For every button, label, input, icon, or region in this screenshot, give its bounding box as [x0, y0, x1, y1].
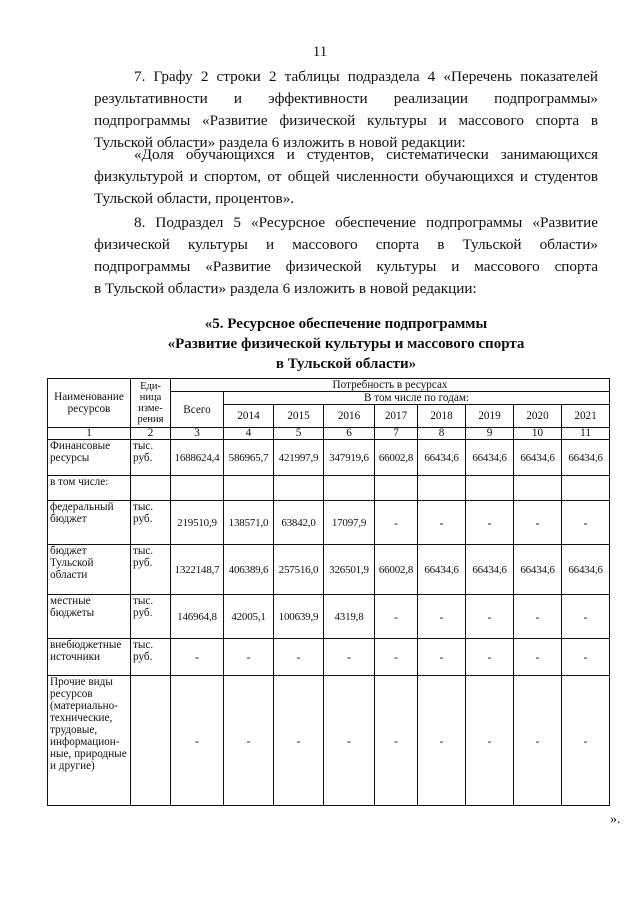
unit-cell	[131, 676, 171, 806]
year-value-cell: -	[514, 676, 562, 806]
table-row	[48, 501, 610, 545]
header-year: 2020	[514, 405, 562, 428]
page-number: 11	[312, 44, 328, 60]
text-line: 8. Подраздел 5 «Ресурсное обеспечение подпрограммы «Развитие	[134, 214, 598, 231]
year-value-cell: 326501,9	[324, 545, 375, 595]
year-value-cell: -	[466, 501, 514, 545]
header-year: 2016	[324, 405, 375, 428]
unit-cell	[131, 476, 171, 501]
year-value-cell: -	[418, 595, 466, 639]
header-year: 2015	[274, 405, 324, 428]
year-value-cell: -	[562, 676, 610, 806]
year-value-cell: 586965,7	[224, 440, 274, 476]
closing-quote: ».	[610, 812, 621, 827]
section-heading	[94, 314, 598, 374]
year-value-cell: -	[375, 676, 418, 806]
year-value-cell: 66434,6	[418, 545, 466, 595]
year-value-cell: 347919,6	[324, 440, 375, 476]
text-line: Тульской области, процентов».	[94, 190, 295, 207]
total-cell	[171, 476, 224, 501]
column-index: 8	[418, 428, 466, 440]
year-value-cell: -	[274, 676, 324, 806]
unit-cell: тыс. руб.	[131, 639, 171, 676]
resource-name-cell: внебюджетные источники	[48, 639, 131, 676]
year-value-cell: -	[466, 595, 514, 639]
year-value-cell: 406389,6	[224, 545, 274, 595]
resource-name-cell: Финансовые ресурсы	[48, 440, 131, 476]
year-value-cell: -	[418, 501, 466, 545]
text-line: в Тульской области» раздела 6 изложить в новой редакции:	[94, 280, 477, 297]
heading-line: «Развитие физической культуры и массового спорта	[167, 336, 525, 352]
year-value-cell: 66434,6	[562, 545, 610, 595]
unit-cell: тыс. руб.	[131, 545, 171, 595]
text-line: физкультурой и спортом, от общей численности обучающихся и студентов	[94, 168, 598, 185]
year-value-cell: -	[514, 501, 562, 545]
resource-name-cell: Прочие виды ресурсов (материально-технические, трудовые, информацион-ные, природные и другие)	[48, 676, 131, 806]
column-index: 11	[562, 428, 610, 440]
paragraph-item-7	[94, 66, 598, 154]
resource-table	[47, 378, 610, 806]
header-total: Всего	[171, 392, 224, 428]
header-year: 2017	[375, 405, 418, 428]
year-value-cell: -	[562, 595, 610, 639]
column-index: 10	[514, 428, 562, 440]
header-by-years: В том числе по годам:	[224, 392, 610, 405]
text-line: результативности и эффективности реализации подпрограммы»	[94, 90, 598, 107]
year-value-cell	[224, 476, 274, 501]
year-value-cell: 66434,6	[514, 545, 562, 595]
resource-name-cell: в том числе:	[48, 476, 131, 501]
year-value-cell: 4319,8	[324, 595, 375, 639]
resource-name-cell: федеральный бюджет	[48, 501, 131, 545]
year-value-cell: -	[418, 676, 466, 806]
table-row	[48, 595, 610, 639]
year-value-cell: -	[324, 676, 375, 806]
heading-line: в Тульской области»	[275, 356, 417, 372]
year-value-cell	[562, 476, 610, 501]
year-value-cell: 66434,6	[466, 440, 514, 476]
year-value-cell: -	[375, 595, 418, 639]
header-year: 2019	[466, 405, 514, 428]
year-value-cell	[324, 476, 375, 501]
header-unit: Еди-ница изме-рения	[131, 379, 171, 428]
paragraph-item-8	[94, 212, 598, 300]
column-index-row	[48, 428, 610, 440]
year-value-cell: 257516,0	[274, 545, 324, 595]
year-value-cell	[418, 476, 466, 501]
column-index: 2	[131, 428, 171, 440]
year-value-cell: 66434,6	[466, 545, 514, 595]
total-cell: -	[171, 676, 224, 806]
column-index: 1	[48, 428, 131, 440]
year-value-cell: 66434,6	[418, 440, 466, 476]
unit-cell: тыс. руб.	[131, 595, 171, 639]
unit-cell: тыс. руб.	[131, 440, 171, 476]
year-value-cell: 63842,0	[274, 501, 324, 545]
column-index: 5	[274, 428, 324, 440]
table-row	[48, 476, 610, 501]
year-value-cell: -	[224, 639, 274, 676]
year-value-cell: -	[562, 501, 610, 545]
text-line: 7. Графу 2 строки 2 таблицы подраздела 4 «Перечень показателей	[134, 68, 598, 85]
table-row	[48, 440, 610, 476]
header-need: Потребность в ресурсах	[171, 379, 610, 392]
total-cell: 1322148,7	[171, 545, 224, 595]
table-row	[48, 639, 610, 676]
unit-cell: тыс. руб.	[131, 501, 171, 545]
resource-name-cell: бюджет Тульской области	[48, 545, 131, 595]
year-value-cell: 100639,9	[274, 595, 324, 639]
text-line: физической культуры и массового спорта в Тульской области»	[94, 236, 598, 253]
column-index: 4	[224, 428, 274, 440]
year-value-cell: -	[418, 639, 466, 676]
header-year: 2021	[562, 405, 610, 428]
text-line: Тульской области» раздела 6 изложить в новой редакции:	[94, 134, 466, 151]
year-value-cell: -	[224, 676, 274, 806]
year-value-cell	[514, 476, 562, 501]
text-line: подпрограммы «Развитие физической культуры и массового спорта в	[94, 112, 598, 129]
total-cell: 146964,8	[171, 595, 224, 639]
year-value-cell: 66002,8	[375, 545, 418, 595]
text-line: подпрограммы «Развитие физической культуры и массового спорта	[94, 258, 598, 275]
total-cell: 219510,9	[171, 501, 224, 545]
year-value-cell: 66434,6	[562, 440, 610, 476]
column-index: 6	[324, 428, 375, 440]
year-value-cell: -	[514, 595, 562, 639]
year-value-cell: -	[466, 639, 514, 676]
text-line: «Доля обучающихся и студентов, систематически занимающихся	[134, 146, 598, 163]
year-value-cell: 138571,0	[224, 501, 274, 545]
header-year: 2018	[418, 405, 466, 428]
year-value-cell: 421997,9	[274, 440, 324, 476]
table-row	[48, 676, 610, 806]
year-value-cell	[466, 476, 514, 501]
quoted-text	[94, 144, 598, 210]
resource-name-cell: местные бюджеты	[48, 595, 131, 639]
year-value-cell	[375, 476, 418, 501]
year-value-cell: -	[274, 639, 324, 676]
year-value-cell: -	[562, 639, 610, 676]
column-index: 7	[375, 428, 418, 440]
year-value-cell: -	[324, 639, 375, 676]
total-cell: -	[171, 639, 224, 676]
header-year: 2014	[224, 405, 274, 428]
year-value-cell: -	[375, 639, 418, 676]
year-value-cell: 17097,9	[324, 501, 375, 545]
header-name: Наименование ресурсов	[48, 379, 131, 428]
column-index: 3	[171, 428, 224, 440]
year-value-cell: 66002,8	[375, 440, 418, 476]
year-value-cell: -	[514, 639, 562, 676]
year-value-cell: -	[375, 501, 418, 545]
heading-line: «5. Ресурсное обеспечение подпрограммы	[204, 316, 488, 332]
year-value-cell: 66434,6	[514, 440, 562, 476]
year-value-cell: -	[466, 676, 514, 806]
year-value-cell: 42005,1	[224, 595, 274, 639]
column-index: 9	[466, 428, 514, 440]
total-cell: 1688624,4	[171, 440, 224, 476]
year-value-cell	[274, 476, 324, 501]
table-row	[48, 545, 610, 595]
